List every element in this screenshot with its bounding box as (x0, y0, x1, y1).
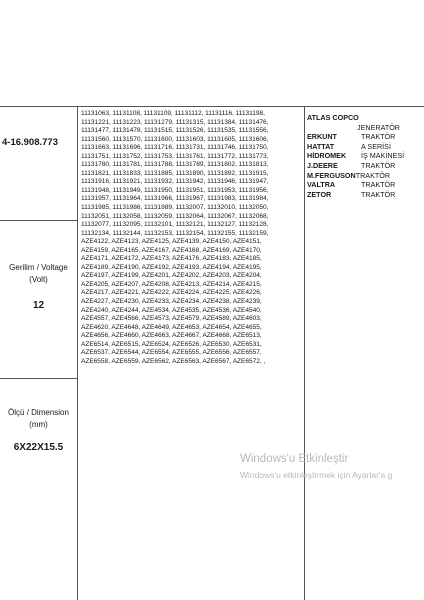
code-line: 11131751, 11131752, 11131753, 11131761, 11131772, 11131773, (81, 152, 269, 160)
voltage-label-line1: Gerilim / Voltage (9, 263, 68, 272)
code-line: AZE4240, AZE4244, AZE4534, AZE4535, AZE4536, AZE4540, (81, 306, 262, 314)
brand-row (307, 151, 424, 161)
voltage-value: 12 (32, 300, 45, 311)
brand-row (307, 132, 424, 142)
brand-type: TRAKTÖR (361, 189, 396, 199)
brand-type: A SERİSİ (361, 141, 391, 151)
brands-column-divider (304, 106, 305, 600)
code-line: AZE4171, AZE4172, AZE4173, AZE4176, AZE4183, AZE4185, (81, 255, 262, 263)
brand-name: J.DEERE (307, 160, 338, 170)
reference-codes-list (81, 110, 301, 366)
brand-name: M.FERGUSON (307, 170, 356, 180)
voltage-label-line2: (Volt) (29, 275, 48, 284)
voltage-label (0, 262, 77, 286)
code-line: 11131985, 11131986, 11131989, 11132007, 11132010, 11132050, (81, 204, 269, 212)
dimension-label-line2: (mm) (29, 420, 48, 429)
brand-name: HİDROMEK (307, 151, 347, 161)
brand-type: TRAKTÖR (361, 180, 396, 190)
activation-watermark-title: Windows'u Etkinleştir (240, 453, 349, 465)
code-line: AZE4217, AZE4221, AZE4222, AZE4224, AZE4225, AZE4226, (81, 289, 262, 297)
code-line: AZE4189, AZE4190, AZE4192, AZE4193, AZE4194, AZE4195, (81, 263, 262, 271)
brand-row (307, 190, 424, 200)
brand-name: ERKUNT (307, 132, 337, 142)
brand-name: VALTRA (307, 180, 336, 190)
brand-heading-type: JENERATÖR (357, 122, 400, 132)
code-line: AZE4227, AZE4230, AZE4233, AZE4234, AZE4238, AZE4239, (81, 298, 262, 306)
code-line: AZE4159, AZE4165, AZE4167, AZE4168, AZE4169, AZE4170, (81, 246, 262, 254)
brand-name: HATTAT (307, 141, 335, 151)
left-column-divider (77, 106, 78, 600)
brand-row (307, 171, 424, 181)
code-line: AZE4122, AZE4123, AZE4125, AZE4139, AZE4150, AZE4151, (81, 238, 262, 246)
code-line: 11131948, 11131949, 11131950, 11131951, 11131953, 11131956, (81, 186, 269, 194)
brand-name: ZETOR (307, 189, 332, 199)
dimension-value: 6X22X15.5 (13, 442, 64, 453)
code-line: 11131916, 11131921, 11131932, 11131942, 11131946, 11131947, (81, 178, 269, 186)
code-line: 11131663, 11131696, 11131716, 11131731, 11131746, 11131750, (81, 144, 269, 152)
brand-row (307, 180, 424, 190)
code-line: 11131560, 11131570, 11131600, 11131603, 11131605, 11131606, (81, 135, 269, 143)
code-line: 11132077, 11132095, 11132101, 11132121, 11132127, 11132128, (81, 221, 269, 229)
brand-type: TRAKTÖR (355, 170, 391, 180)
code-line: AZE6558, AZE6559, AZE6562, AZE6563, AZE6567, AZE6572, , (81, 357, 266, 365)
brand-type: İŞ MAKİNESİ (361, 151, 405, 161)
code-line: AZE4656, AZE4660, AZE4663, AZE4667, AZE4668, AZE6513, (81, 332, 262, 340)
code-line: AZE6537, AZE6544, AZE6554, AZE6555, AZE6556, AZE6557, (81, 349, 262, 357)
dimension-label-line1: Ölçü / Dimension (8, 408, 69, 417)
brand-type: TRAKTÖR (361, 160, 396, 170)
code-line: 11131821, 11131833, 11131885, 11131890, 11131892, 11131915, (81, 169, 269, 177)
code-line: AZE6514, AZE6515, AZE6524, AZE6526, AZE6530, AZE6531, (81, 340, 262, 348)
code-line: 11131221, 11131223, 11131279, 11131315, 11131384, 11131476, (81, 118, 269, 126)
brand-row (307, 142, 424, 152)
code-line: 11132134, 11132144, 11132153, 11132154, 11132155, 11132159, (81, 229, 269, 237)
code-line: AZE4205, AZE4207, AZE4208, AZE4213, AZE4214, AZE4215, (81, 280, 262, 288)
code-line: 11132051, 11132058, 11132059, 11132064, 11132067, 11132068, (81, 212, 269, 220)
code-line: AZE4557, AZE4566, AZE4573, AZE4579, AZE4589, AZE4603, (81, 315, 262, 323)
brand-type: TRAKTÖR (361, 132, 396, 142)
table-top-border (0, 106, 424, 107)
brand-application-list (307, 113, 424, 199)
code-line: 11131063, 11131108, 11131109, 11131112, 11131116, 11131198, (81, 110, 265, 117)
code-line: 11131477, 11131478, 11131515, 11131526, 11131535, 11131556, (81, 127, 269, 135)
code-line: 11131780, 11131781, 11131788, 11131789, 11131802, 11131813, (81, 161, 269, 169)
brand-heading: ATLAS COPCO (307, 113, 359, 122)
dimension-label (0, 407, 77, 431)
row-divider-1 (0, 220, 77, 221)
activation-watermark-subtitle: Windows'u etkinleştirmek için Ayarlar'a g (240, 470, 393, 480)
code-line: 11131957, 11131964, 11131966, 11131967, 11131983, 11131984, (81, 195, 269, 203)
row-divider-2 (0, 378, 77, 379)
code-line: AZE4620, AZE4648, AZE4649, AZE4653, AZE4654, AZE4655, (81, 323, 262, 331)
brand-row (307, 161, 424, 171)
code-line: AZE4197, AZE4199, AZE4201, AZE4202, AZE4203, AZE4204, (81, 272, 262, 280)
part-number: 4-16.908.773 (2, 137, 58, 148)
